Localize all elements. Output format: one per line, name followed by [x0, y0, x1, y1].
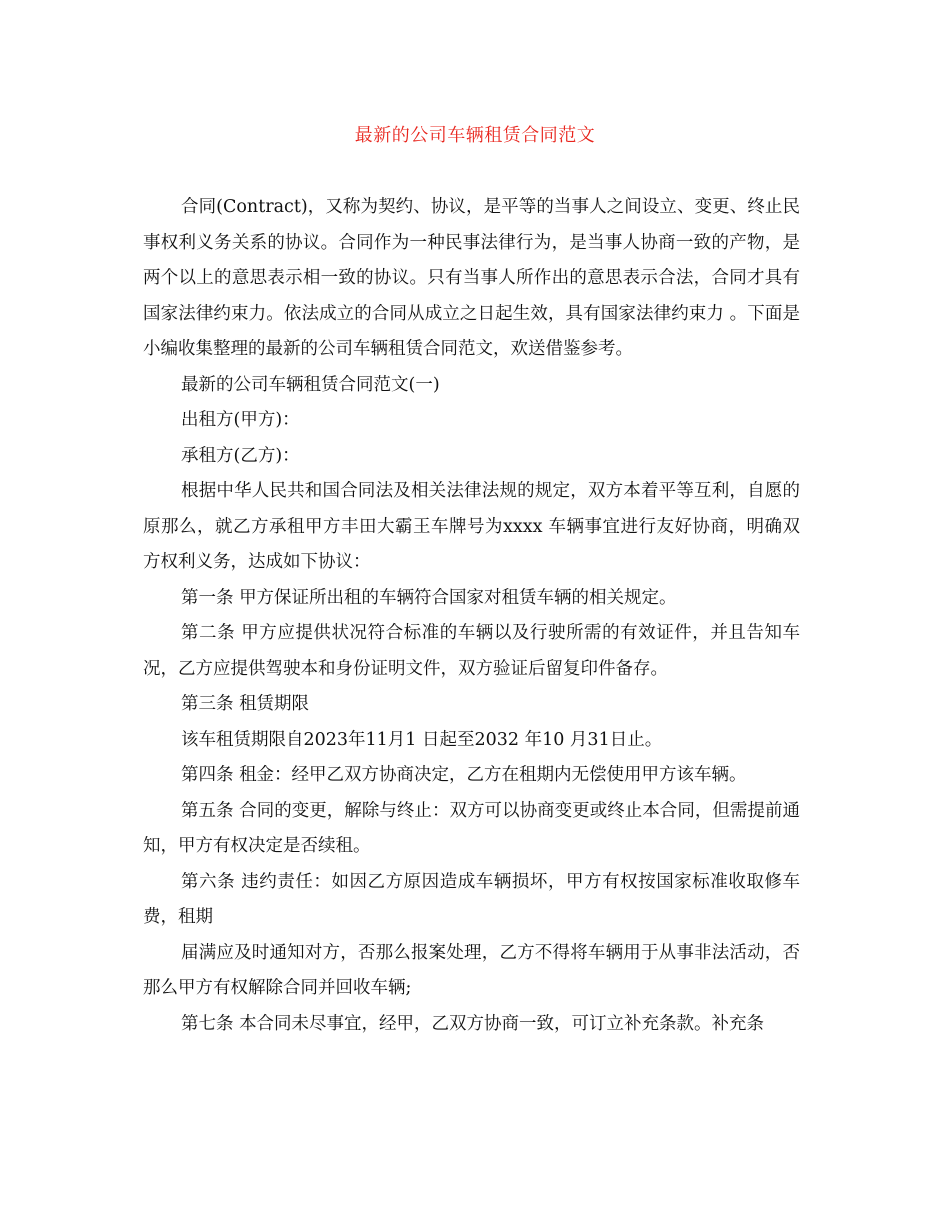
article-3-heading: 第三条 租赁期限: [181, 694, 310, 714]
lessor-line: 出租方(甲方)：: [181, 410, 300, 430]
document-title: 最新的公司车辆租赁合同范文: [354, 125, 596, 146]
article-2: 第二条 甲方应提供状况符合标准的车辆以及行驶所需的有效证件，并且告知车况，乙方应提供驾驶本和身份证明文件，双方验证后留复印件备存。: [143, 623, 800, 679]
article-1: 第一条 甲方保证所出租的车辆符合国家对租赁车辆的相关规定。: [181, 587, 677, 608]
section-heading: 最新的公司车辆租赁合同范文(一): [181, 374, 440, 395]
article-4: 第四条 租金：经甲乙双方协商决定，乙方在租期内无偿使用甲方该车辆。: [181, 765, 747, 785]
article-6: 第六条 违约责任：如因乙方原因造成车辆损坏，甲方有权按国家标准收取修车费，租期: [143, 871, 800, 927]
article-3-term: 该车租赁期限自2023年11月1 日起至2032 年10 月31日止。: [181, 729, 663, 750]
article-6-continued: 届满应及时通知对方，否那么报案处理，乙方不得将车辆用于从事非法活动，否那么甲方有权解除合同并回收车辆;: [143, 942, 800, 998]
paragraph-preamble: 根据中华人民共和国合同法及相关法律法规的规定，双方本着平等互利，自愿的原那么，就乙方承租甲方丰田大霸王车牌号为xxxx 车辆事宜进行友好协商，明确双方权利义务，达成如下协议：: [143, 481, 800, 572]
lessee-line: 承租方(乙方)：: [181, 445, 300, 466]
paragraph-intro: 合同(Contract)，又称为契约、协议，是平等的当事人之间设立、变更、终止民事权利义务关系的协议。合同作为一种民事法律行为，是当事人协商一致的产物，是两个以上的意思表示相一致的协议。只有当事人所作出的意思表示合法，合同才具有国家法律约束力。依法成立的合同从成立之日起生效，具有国家法律约束力 。下面是小编收集整理的最新的公司车辆租赁合同范文，欢送借鉴参考。: [143, 197, 800, 359]
document-body: [143, 190, 800, 1042]
article-5: 第五条 合同的变更，解除与终止：双方可以协商变更或终止本合同，但需提前通知，甲方有权决定是否续租。: [143, 800, 800, 856]
article-7: 第七条 本合同未尽事宜，经甲，乙双方协商一致，可订立补充条款。补充条: [181, 1013, 765, 1034]
